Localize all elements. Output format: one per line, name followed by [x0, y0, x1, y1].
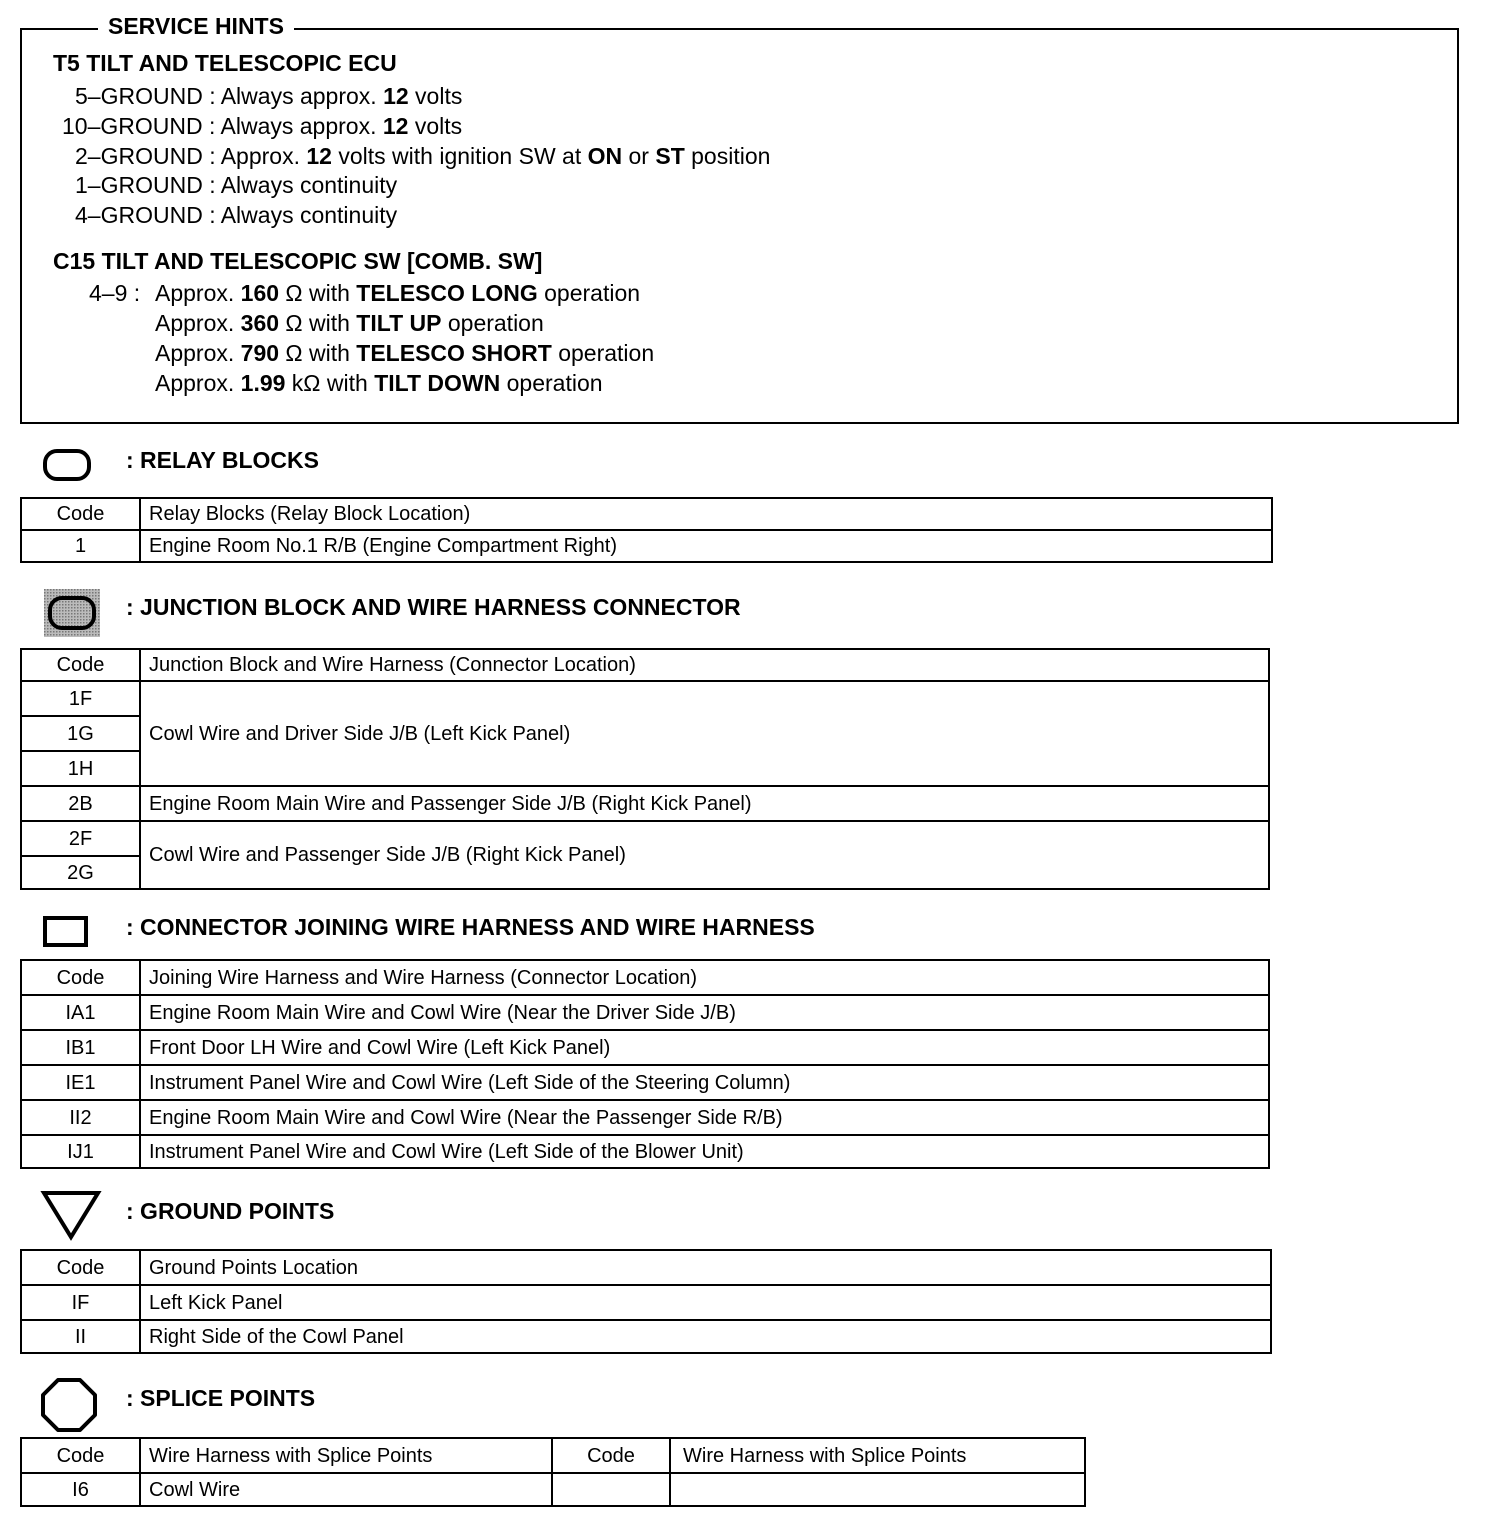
- code-cell: I6: [21, 1473, 140, 1506]
- description-cell: Left Kick Panel: [140, 1285, 1271, 1320]
- table-row: [21, 1473, 1085, 1506]
- description-cell: [670, 1473, 1085, 1506]
- code-cell: 2F: [21, 821, 140, 856]
- code-cell: [552, 1473, 670, 1506]
- table-row: [21, 821, 1269, 856]
- code-cell: IB1: [21, 1030, 140, 1065]
- ecu-line: [62, 112, 462, 140]
- sep: :: [202, 83, 221, 109]
- text: operation: [500, 370, 603, 396]
- description-cell: Right Side of the Cowl Panel: [140, 1320, 1271, 1353]
- text: Always approx.: [220, 113, 383, 139]
- pin-label: 4–GROUND: [75, 202, 203, 228]
- relay-blocks-title: : RELAY BLOCKS: [126, 447, 319, 473]
- value: ON: [587, 143, 623, 169]
- junction-block-symbol-icon: [44, 589, 100, 637]
- text: Ω with: [279, 280, 357, 306]
- description-cell: Cowl Wire: [140, 1473, 552, 1506]
- table-row: [21, 1285, 1271, 1320]
- splice-points-title: : SPLICE POINTS: [126, 1385, 316, 1411]
- value: 12: [382, 113, 409, 139]
- text: kΩ with: [285, 370, 375, 396]
- text: Ω with: [279, 310, 357, 336]
- text: operation: [537, 280, 641, 306]
- code-cell: 2B: [21, 786, 140, 821]
- header-cell: Joining Wire Harness and Wire Harness (Connector Location): [140, 960, 1269, 995]
- header-cell: Code: [21, 498, 140, 530]
- description-cell: Cowl Wire and Driver Side J/B (Left Kick Panel): [140, 681, 1269, 786]
- junction-block-table: [20, 648, 1270, 890]
- splice-points-table: [20, 1437, 1086, 1507]
- code-cell: IF: [21, 1285, 140, 1320]
- header-cell: Wire Harness with Splice Points: [140, 1438, 552, 1473]
- table-row: [21, 530, 1272, 562]
- table-row: [21, 995, 1269, 1030]
- table-row: [21, 1100, 1269, 1135]
- table-row: [21, 681, 1269, 716]
- pin-label: 5–GROUND: [75, 83, 203, 109]
- ecu-line: [75, 142, 770, 170]
- value: TILT DOWN: [374, 370, 501, 396]
- table-header-row: [21, 1438, 1085, 1473]
- table-row: [21, 1065, 1269, 1100]
- description-cell: Front Door LH Wire and Cowl Wire (Left Kick Panel): [140, 1030, 1269, 1065]
- text: operation: [551, 340, 655, 366]
- service-hints-title: SERVICE HINTS: [98, 12, 294, 40]
- code-cell: 1H: [21, 751, 140, 786]
- code-cell: 1F: [21, 681, 140, 716]
- value: 1.99: [240, 370, 286, 396]
- value: TELESCO SHORT: [356, 340, 552, 366]
- table-row: [21, 1135, 1269, 1168]
- sep: :: [202, 113, 221, 139]
- text: Approx.: [155, 310, 241, 336]
- value: ST: [655, 143, 685, 169]
- table-row: [21, 1030, 1269, 1065]
- code-cell: IA1: [21, 995, 140, 1030]
- value: 790: [240, 340, 280, 366]
- ground-points-table: [20, 1249, 1272, 1354]
- code-cell: 1: [21, 530, 140, 562]
- sw-line: [155, 369, 603, 397]
- table-header-row: [21, 649, 1269, 681]
- connector-table: [20, 959, 1270, 1169]
- ecu-line: [75, 201, 397, 229]
- pin-label: 2–GROUND: [75, 143, 203, 169]
- description-cell: Instrument Panel Wire and Cowl Wire (Left Side of the Steering Column): [140, 1065, 1269, 1100]
- text: Always continuity: [220, 202, 398, 228]
- header-cell: Code: [21, 960, 140, 995]
- sw-line: [155, 279, 640, 307]
- text: Approx.: [220, 143, 307, 169]
- value: 12: [383, 83, 409, 109]
- connector-symbol-icon: [42, 915, 90, 949]
- junction-block-title: : JUNCTION BLOCK AND WIRE HARNESS CONNECTOR: [126, 594, 741, 620]
- relay-block-symbol-icon: [42, 448, 94, 484]
- header-cell: Relay Blocks (Relay Block Location): [140, 498, 1272, 530]
- splice-octagon-icon: [40, 1377, 98, 1433]
- header-cell: Junction Block and Wire Harness (Connector Location): [140, 649, 1269, 681]
- value: 160: [240, 280, 280, 306]
- description-cell: Engine Room Main Wire and Cowl Wire (Near the Passenger Side R/B): [140, 1100, 1269, 1135]
- value: TILT UP: [356, 310, 442, 336]
- code-cell: IJ1: [21, 1135, 140, 1168]
- pin-label: 10–GROUND: [62, 113, 203, 139]
- description-cell: Instrument Panel Wire and Cowl Wire (Left Side of the Blower Unit): [140, 1135, 1269, 1168]
- text: volts with ignition SW at: [331, 143, 588, 169]
- text: Always continuity: [220, 172, 398, 198]
- sw-line: [155, 339, 654, 367]
- pin-label: 1–GROUND: [75, 172, 203, 198]
- table-row: [21, 786, 1269, 821]
- text: Ω with: [279, 340, 357, 366]
- description-cell: Engine Room Main Wire and Cowl Wire (Near the Driver Side J/B): [140, 995, 1269, 1030]
- header-cell: Code: [21, 649, 140, 681]
- sw-heading: C15 TILT AND TELESCOPIC SW [COMB. SW]: [53, 248, 543, 274]
- code-cell: II: [21, 1320, 140, 1353]
- header-cell: Code: [552, 1438, 670, 1473]
- table-row: [21, 1320, 1271, 1353]
- table-header-row: [21, 1250, 1271, 1285]
- description-cell: Engine Room Main Wire and Passenger Side J/B (Right Kick Panel): [140, 786, 1269, 821]
- sep: :: [202, 202, 221, 228]
- sep: :: [202, 143, 221, 169]
- header-cell: Wire Harness with Splice Points: [670, 1438, 1085, 1473]
- text: or: [622, 143, 656, 169]
- code-cell: 1G: [21, 716, 140, 751]
- text: position: [684, 143, 771, 169]
- value: 360: [240, 310, 280, 336]
- table-header-row: [21, 960, 1269, 995]
- text: volts: [408, 83, 463, 109]
- description-cell: Engine Room No.1 R/B (Engine Compartment Right): [140, 530, 1272, 562]
- value: 12: [306, 143, 332, 169]
- ground-points-title: : GROUND POINTS: [126, 1198, 335, 1224]
- description-cell: Cowl Wire and Passenger Side J/B (Right Kick Panel): [140, 821, 1269, 889]
- connector-title: : CONNECTOR JOINING WIRE HARNESS AND WIRE HARNESS: [126, 914, 815, 940]
- sw-pin-label: 4–9 :: [89, 280, 141, 306]
- code-cell: IE1: [21, 1065, 140, 1100]
- text: volts: [408, 113, 463, 139]
- relay-blocks-table: [20, 497, 1273, 563]
- text: Always approx.: [220, 83, 384, 109]
- header-cell: Code: [21, 1438, 140, 1473]
- header-cell: Ground Points Location: [140, 1250, 1271, 1285]
- ground-triangle-icon: [40, 1189, 102, 1241]
- text: operation: [441, 310, 544, 336]
- table-header-row: [21, 498, 1272, 530]
- code-cell: 2G: [21, 856, 140, 889]
- sep: :: [202, 172, 221, 198]
- text: Approx.: [155, 280, 241, 306]
- ecu-line: [75, 82, 462, 110]
- ecu-line: [75, 171, 397, 199]
- header-cell: Code: [21, 1250, 140, 1285]
- ecu-heading: T5 TILT AND TELESCOPIC ECU: [53, 50, 397, 76]
- sw-line: [155, 309, 544, 337]
- value: TELESCO LONG: [356, 280, 538, 306]
- text: Approx.: [155, 340, 241, 366]
- text: Approx.: [155, 370, 241, 396]
- code-cell: II2: [21, 1100, 140, 1135]
